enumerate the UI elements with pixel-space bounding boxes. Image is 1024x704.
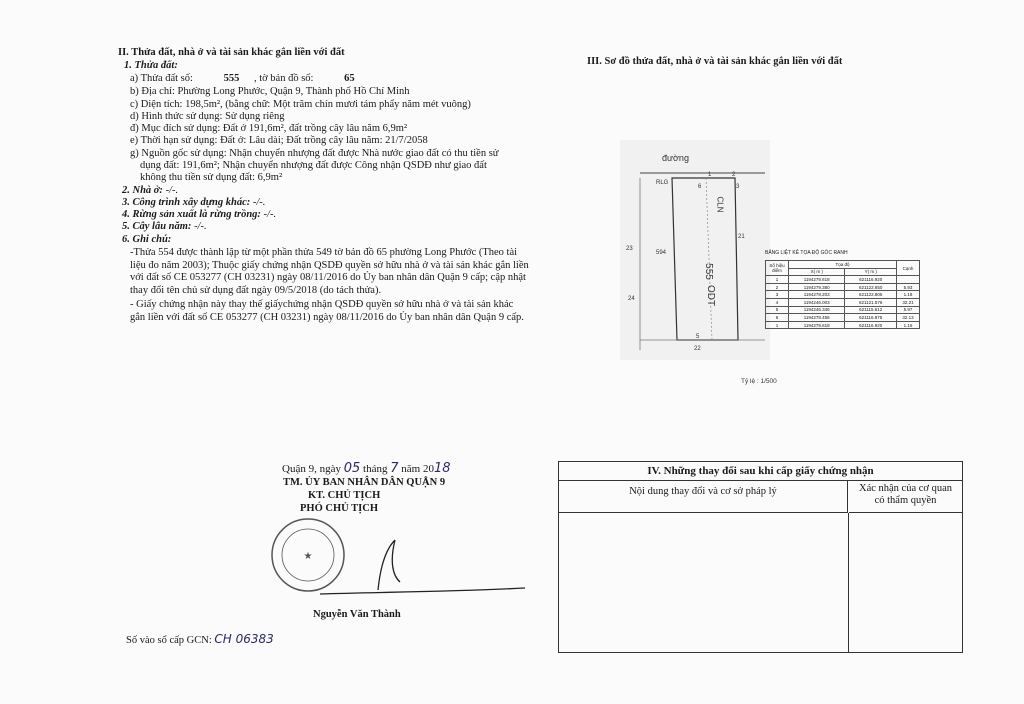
coord-cell-point: 1 (766, 276, 789, 284)
note-1: -Thửa 554 được thành lập từ một phần thửa 549 tờ bản đồ 65 phường Long Phước (Theo tài liệu đo năm 2003); Thuộc giấy chứng nhận QSDĐ quyền sở hữu nhà ở và tài sản khác gắn liền với đất số CE 053277 (CH 03231) ngày 08/11/2016 do Ủy ban nhân dân Quận 9 cấp; cập nhật thay đổi tên chủ sử dụng đất ngày 09/5/2018 (do tách thửa). (130, 247, 529, 296)
column-content-header: Nội dung thay đổi và cơ sở pháp lý (559, 481, 848, 513)
header-y: Y( m ) (845, 268, 897, 276)
construction-line (122, 197, 265, 209)
coord-cell-edge (897, 276, 920, 284)
house-line (122, 185, 178, 197)
coord-cell-point: 6 (766, 314, 789, 322)
coord-cell-x: 1194246.003 (789, 298, 845, 306)
section3-heading: III. Sơ đồ thửa đất, nhà ở và tài sản khác gắn liền với đất (587, 56, 843, 67)
address-line: b) Địa chỉ: Phường Long Phước, Quận 9, Thành phố Hồ Chí Minh (130, 86, 410, 97)
coord-cell-point: 3 (766, 291, 789, 299)
kt-title: KT. CHỦ TỊCH (308, 490, 381, 501)
forest-label: 4. Rừng sản xuất là rừng trồng: (122, 209, 261, 220)
construction-label: 3. Công trình xây dựng khác: (122, 197, 251, 208)
coord-cell-point: 4 (766, 298, 789, 306)
coord-row (766, 314, 920, 322)
coord-cell-y: 621121.576 (845, 298, 897, 306)
column-verify-line-2: có thẩm quyền (874, 495, 937, 506)
coord-cell-edge: 1.16 (897, 321, 920, 329)
perennial-label: 5. Cây lâu năm: (122, 221, 192, 232)
coord-cell-y: 621122.850 (845, 283, 897, 291)
sheet-prefix: , tờ bản đồ số: (253, 73, 314, 84)
corner-6: 6 (698, 184, 702, 190)
coord-row (766, 276, 920, 284)
header-x: X( m ) (789, 268, 845, 276)
signature-stroke (320, 540, 525, 594)
coord-cell-edge: 1.18 (897, 291, 920, 299)
coord-cell-y: 621116.875 (845, 314, 897, 322)
year-prefix: năm 20 (401, 463, 434, 475)
coord-cell-x: 1194279.618 (789, 276, 845, 284)
perennial-line (122, 221, 207, 233)
usage-form-line: d) Hình thức sử dụng: Sử dụng riêng (130, 111, 285, 122)
notes-label: 6. Ghi chú: (122, 234, 172, 245)
seal-star: ★ (303, 551, 313, 562)
corner-1: 1 (708, 172, 712, 178)
coord-row (766, 298, 920, 306)
column-divider (848, 513, 849, 652)
parcel-line (130, 73, 355, 85)
origin-line-1: g) Nguồn gốc sử dụng: Nhận chuyển nhượng đất được Nhà nước giao đất có thu tiền sử (130, 148, 499, 159)
gcn-value: CH 06383 (214, 632, 274, 646)
deputy-title: PHÓ CHỦ TỊCH (300, 503, 378, 514)
neighbor-23: 23 (626, 246, 633, 252)
signer-name: Nguyễn Văn Thành (313, 609, 401, 620)
coord-cell-x: 1194279.618 (789, 321, 845, 329)
neighbor-24: 24 (628, 296, 635, 302)
note-2: - Giấy chứng nhận này thay thế giấychứng nhận QSDĐ quyền sở hữu nhà ở và tài sản khác gắn liền với đất số CE 053277 (CH 03231) ngày 08/11/2016 do Ủy ban nhân dân Quận 9 cấp. (130, 299, 524, 323)
coord-row (766, 306, 920, 314)
house-value: -/-. (165, 185, 179, 196)
coord-row (766, 321, 920, 329)
scale-label: Tỷ lệ : 1/500 (741, 378, 777, 385)
land-heading: 1. Thửa đất: (124, 60, 178, 71)
coord-table-title: BẢNG LIỆT KÊ TỌA ĐỘ GÓC RANH (765, 250, 848, 256)
neighbor-21: 21 (738, 234, 745, 240)
header-point: Số hiệu điểm (766, 261, 789, 276)
coord-cell-point: 1 (766, 321, 789, 329)
coord-cell-edge: 5.97 (897, 306, 920, 314)
perennial-value: -/-. (194, 221, 207, 232)
forest-value: -/-. (263, 209, 277, 220)
changes-box (558, 461, 963, 653)
column-verify-line-1: Xác nhận của cơ quan (858, 483, 952, 494)
road-label: đường (662, 153, 689, 163)
rlg-label: RLG (656, 180, 669, 186)
parcel-diagram (620, 140, 770, 360)
corner-3: 3 (736, 184, 740, 190)
section2-heading: II. Thửa đất, nhà ở và tài sản khác gắn liền với đất (118, 47, 345, 58)
coord-cell-y: 621116.920 (845, 276, 897, 284)
parcel-label: 555 (702, 263, 714, 280)
neighbor-22: 22 (694, 346, 701, 352)
date-day: 05 (343, 461, 361, 476)
date-month: 7 (390, 461, 399, 476)
corner-2: 2 (732, 172, 736, 178)
issuing-org: TM. ỦY BAN NHÂN DÂN QUẬN 9 (283, 477, 446, 488)
header-edge: Cạnh (897, 261, 920, 276)
area-line: c) Diện tích: 198,5m², (bằng chữ: Một trăm chín mươi tám phẩy năm mét vuông) (130, 99, 471, 110)
section4-heading: IV. Những thay đổi sau khi cấp giấy chứng nhận (559, 462, 962, 481)
coord-cell-x: 1194278.456 (789, 314, 845, 322)
coord-cell-edge: 32.13 (897, 314, 920, 322)
parcel-number: 555 (223, 73, 240, 84)
origin-line-3: không thu tiền sử dụng đất: 6,9m² (140, 172, 283, 183)
corner-5: 5 (696, 334, 700, 340)
coord-cell-y: 621115.612 (845, 306, 897, 314)
construction-value: -/-. (252, 197, 266, 208)
house-label: 2. Nhà ở: (122, 185, 163, 196)
coord-cell-x: 1194246.346 (789, 306, 845, 314)
coord-table (765, 260, 920, 329)
coord-cell-y: 621122.805 (845, 291, 897, 299)
coord-cell-edge: 32.21 (897, 298, 920, 306)
date-year: 18 (433, 461, 451, 476)
sheet-number: 65 (344, 73, 355, 84)
forest-line (122, 209, 276, 221)
term-line: e) Thời hạn sử dụng: Đất ở: Lâu dài; Đất trồng cây lâu năm: 21/7/2058 (130, 135, 428, 146)
coord-cell-point: 5 (766, 306, 789, 314)
coord-row (766, 291, 920, 299)
coord-cell-x: 1194279.380 (789, 283, 845, 291)
coord-cell-point: 2 (766, 283, 789, 291)
gcn-line (126, 633, 274, 647)
odt-label: ODT (705, 284, 717, 307)
handwritten-signature (300, 520, 530, 600)
column-verify-header (849, 481, 962, 513)
coord-cell-x: 1194278.203 (789, 291, 845, 299)
coord-row (766, 283, 920, 291)
date-line (282, 463, 451, 475)
parcel-prefix: a) Thửa đất số: (130, 73, 193, 84)
date-prefix: Quận 9, ngày (282, 463, 341, 475)
coord-cell-edge: 5.93 (897, 283, 920, 291)
header-coords: Tọa độ (789, 261, 897, 269)
month-prefix: tháng (363, 463, 388, 475)
gcn-label: Số vào sổ cấp GCN: (126, 635, 212, 646)
coord-cell-y: 621116.920 (845, 321, 897, 329)
origin-line-2: dụng đất: 191,6m²; Nhận chuyển nhượng đất được Công nhận QSDĐ như giao đất (140, 160, 487, 171)
cln-label: CLN (715, 196, 725, 213)
label-594: 594 (656, 250, 667, 256)
purpose-line: đ) Mục đích sử dụng: Đất ở 191,6m², đất trồng cây lâu năm 6,9m² (130, 123, 408, 134)
